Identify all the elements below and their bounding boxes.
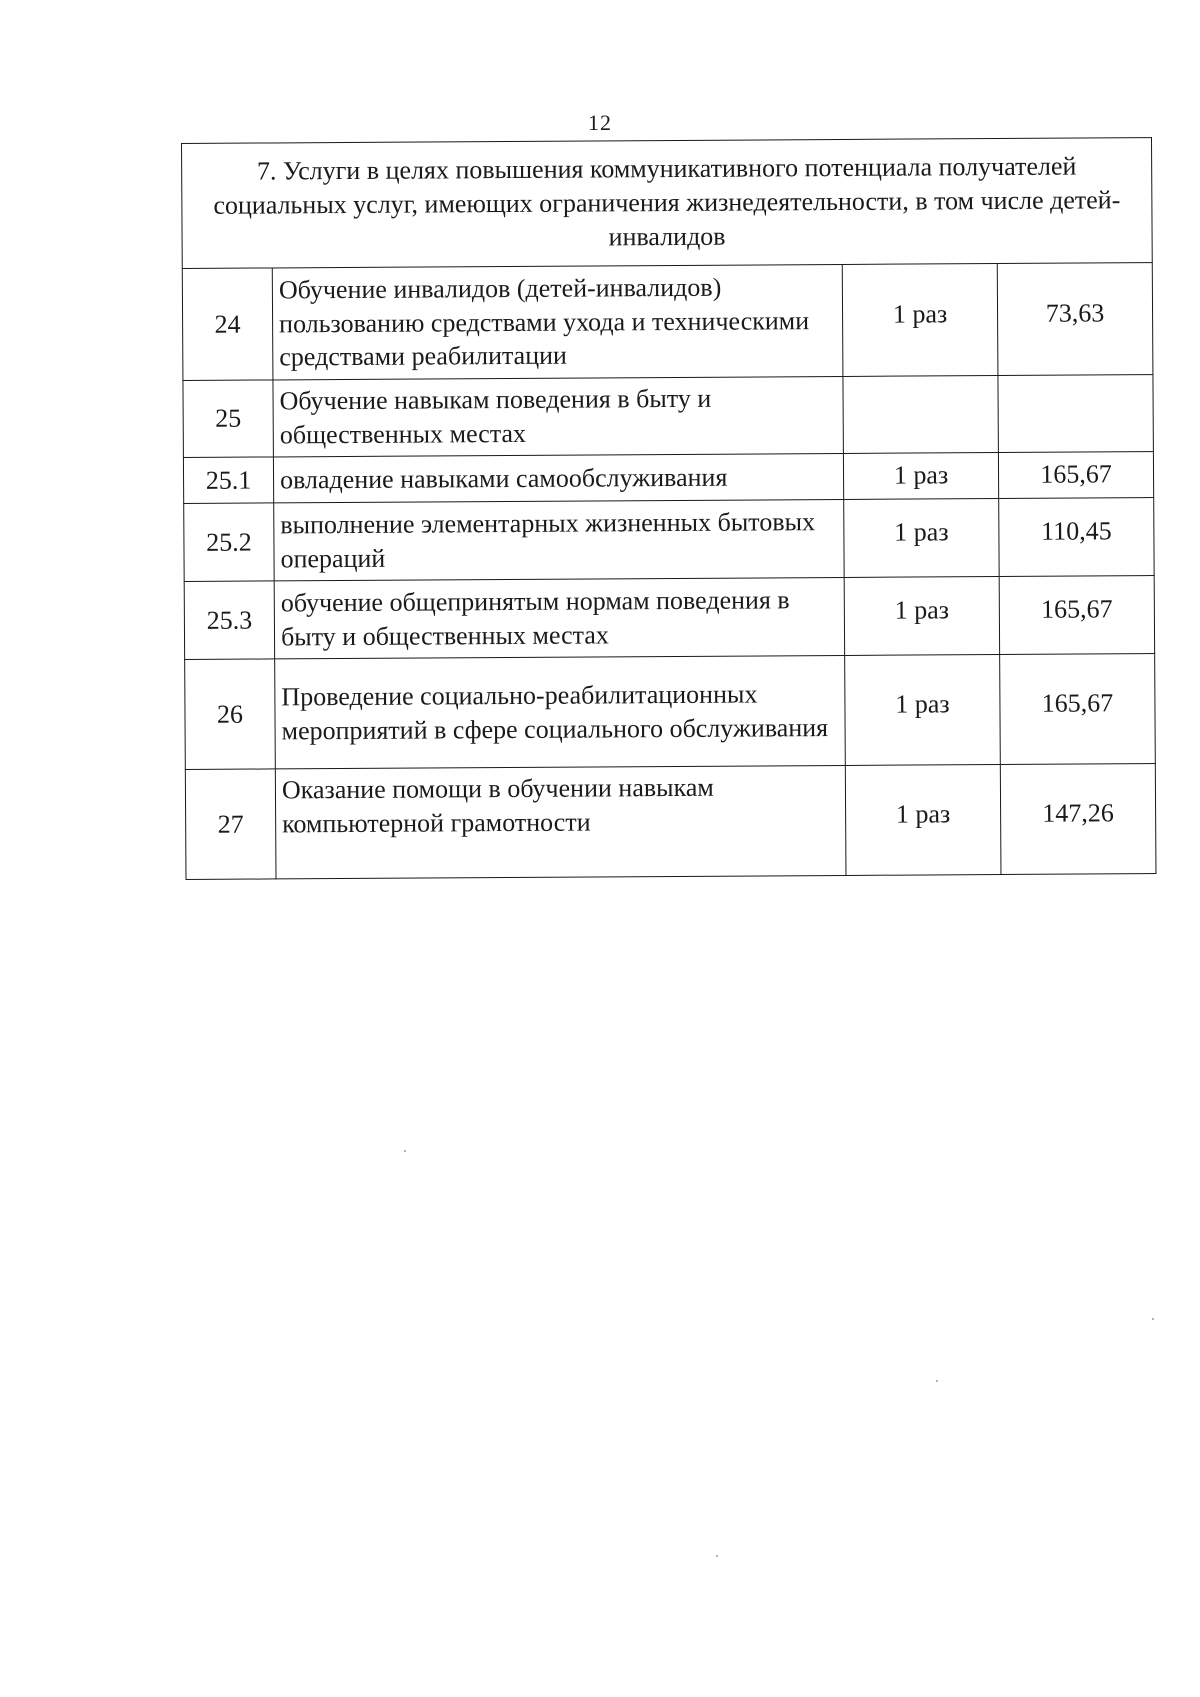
service-name: Проведение социально-реабилитационных мероприятий в сфере социального обслуживания bbox=[275, 655, 846, 768]
scan-speck bbox=[716, 1555, 718, 1557]
table-row bbox=[182, 263, 1153, 381]
section-header-row bbox=[182, 138, 1153, 269]
service-price: 110,45 bbox=[999, 498, 1154, 577]
table-row bbox=[185, 654, 1156, 770]
service-unit: 1 раз bbox=[842, 264, 998, 377]
row-number: 25 bbox=[183, 380, 273, 458]
row-number: 26 bbox=[185, 659, 276, 770]
row-number: 25.1 bbox=[183, 457, 273, 504]
row-number: 24 bbox=[182, 268, 273, 381]
service-price: 165,67 bbox=[998, 452, 1153, 499]
row-number: 27 bbox=[185, 769, 276, 880]
service-price bbox=[998, 375, 1153, 453]
service-unit: 1 раз bbox=[843, 453, 998, 500]
service-unit: 1 раз bbox=[844, 499, 999, 578]
service-name: Оказание помощи в обучении навыкам компьютерной грамотности bbox=[275, 765, 846, 878]
service-name: обучение общепринятым нормам поведения в быту и общественных местах bbox=[274, 577, 844, 658]
service-price: 165,67 bbox=[999, 576, 1154, 655]
services-table bbox=[181, 137, 1156, 880]
scan-speck bbox=[1152, 1318, 1154, 1320]
service-unit bbox=[843, 376, 998, 454]
table-row bbox=[183, 452, 1153, 504]
service-name: овладение навыками самообслуживания bbox=[273, 453, 843, 502]
table-row bbox=[185, 764, 1156, 880]
service-unit: 1 раз bbox=[845, 765, 1001, 876]
service-price: 165,67 bbox=[1000, 654, 1156, 765]
service-unit: 1 раз bbox=[844, 577, 999, 656]
service-unit: 1 раз bbox=[845, 655, 1001, 766]
row-number: 25.3 bbox=[184, 581, 274, 660]
service-price: 73,63 bbox=[997, 263, 1153, 376]
service-name: Обучение инвалидов (детей-инвалидов) пользованию средствами ухода и техническими средствами реабилитации bbox=[272, 264, 843, 379]
page-number: 12 bbox=[588, 110, 612, 135]
section-title: 7. Услуги в целях повышения коммуникативного потенциала получателей социальных услуг, имеющих ограничения жизнедеятельности, в том числе детей-инвалидов bbox=[182, 138, 1153, 269]
service-name: выполнение элементарных жизненных бытовых операций bbox=[274, 499, 844, 580]
service-name: Обучение навыкам поведения в быту и общественных местах bbox=[273, 376, 843, 456]
scan-speck bbox=[936, 1380, 938, 1382]
service-price: 147,26 bbox=[1000, 764, 1156, 875]
table-row bbox=[184, 498, 1154, 582]
table-row bbox=[183, 375, 1153, 458]
row-number: 25.2 bbox=[184, 503, 274, 582]
table-row bbox=[184, 576, 1154, 660]
scan-speck bbox=[404, 1150, 406, 1152]
